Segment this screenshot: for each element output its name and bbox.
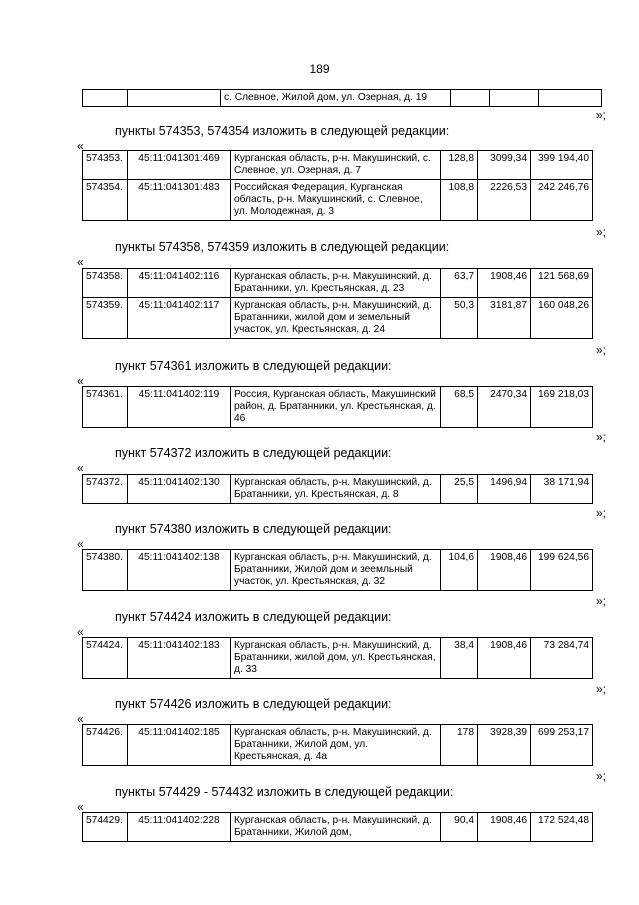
table-row (83, 550, 593, 591)
cell-cadastral: 45:11:041402:130 (128, 475, 231, 504)
cell-num (83, 90, 128, 107)
table-row (83, 475, 593, 504)
instruction-text: пункт 574426 изложить в следующей редакции: (115, 697, 392, 711)
cell-rate: 3099,34 (478, 151, 531, 180)
cell-area: 90,4 (441, 813, 478, 842)
data-table (82, 549, 593, 591)
cell-area: 128,8 (441, 151, 478, 180)
cell-value: 399 194,40 (531, 151, 593, 180)
table-row (83, 638, 593, 679)
table-row (83, 298, 593, 339)
cell-num: 574426. (83, 725, 128, 766)
cell-area: 63,7 (441, 269, 478, 298)
cell-cadastral: 45:11:041402:185 (128, 725, 231, 766)
cell-value: 160 048,26 (531, 298, 593, 339)
cell-cadastral: 45:11:041301:483 (128, 180, 231, 221)
opening-quote: « (77, 537, 84, 551)
closing-quote: »; (596, 225, 607, 239)
cell-rate: 2470,34 (478, 387, 531, 428)
cell-address: Курганская область, р-н. Макушинский, д. Братанники, Жилой дом, (231, 813, 441, 842)
cell-rate (490, 90, 539, 107)
instruction-text: пункты 574429 - 574432 изложить в следующей редакции: (115, 785, 454, 799)
instruction-text: пункт 574361 изложить в следующей редакции: (115, 359, 392, 373)
instruction-text: пункты 574358, 574359 изложить в следующей редакции: (115, 240, 450, 254)
cell-cadastral: 45:11:041402:228 (128, 813, 231, 842)
cell-area: 38,4 (441, 638, 478, 679)
cell-cadastral: 45:11:041402:117 (128, 298, 231, 339)
cell-num: 574353. (83, 151, 128, 180)
table-row (83, 180, 593, 221)
page-number: 189 (309, 62, 330, 76)
cell-num: 574359. (83, 298, 128, 339)
closing-quote: »; (596, 430, 607, 444)
cell-rate: 1496,94 (478, 475, 531, 504)
data-table (82, 150, 593, 221)
cell-cadastral: 45:11:041402:119 (128, 387, 231, 428)
data-table (82, 812, 593, 842)
cell-value: 242 246,76 (531, 180, 593, 221)
table-row (83, 387, 593, 428)
cell-address: Россия, Курганская область, Макушинский район, д. Братанники, ул. Крестьянская, д. 46 (231, 387, 441, 428)
instruction-text: пункт 574424 изложить в следующей редакции: (115, 610, 392, 624)
cell-address: Курганская область, р-н. Макушинский, д. Братанники, жилой дом, ул. Крестьянская, д. 33 (231, 638, 441, 679)
opening-quote: « (77, 255, 84, 269)
closing-quote: »; (596, 594, 607, 608)
table-row (83, 725, 593, 766)
cell-num: 574372. (83, 475, 128, 504)
cell-rate: 1908,46 (478, 269, 531, 298)
cell-value: 172 524,48 (531, 813, 593, 842)
table-row (83, 151, 593, 180)
cell-area: 50,3 (441, 298, 478, 339)
cell-area: 178 (441, 725, 478, 766)
closing-quote: »; (596, 682, 607, 696)
cell-num: 574358. (83, 269, 128, 298)
opening-quote: « (77, 712, 84, 726)
cell-area: 68,5 (441, 387, 478, 428)
cell-address: Курганская область, р-н. Макушинский, д. Братанники, Жилой дом, ул. Крестьянская, д. 4а (231, 725, 441, 766)
cell-rate: 1908,46 (478, 550, 531, 591)
cell-value (539, 90, 602, 107)
closing-quote: »; (596, 108, 607, 122)
cell-address: Курганская область, р-н. Макушинский, с. Слевное, ул. Озерная, д. 7 (231, 151, 441, 180)
cell-value: 699 253,17 (531, 725, 593, 766)
cell-cadastral: 45:11:041402:183 (128, 638, 231, 679)
cell-rate: 1908,46 (478, 638, 531, 679)
data-table (82, 724, 593, 766)
data-table (82, 474, 593, 504)
cell-num: 574424. (83, 638, 128, 679)
table-row (83, 269, 593, 298)
table-row (83, 813, 593, 842)
instruction-text: пункты 574353, 574354 изложить в следующей редакции: (115, 124, 450, 138)
cell-value: 199 624,56 (531, 550, 593, 591)
cell-value: 73 284,74 (531, 638, 593, 679)
opening-quote: « (77, 139, 84, 153)
closing-quote: »; (596, 343, 607, 357)
instruction-text: пункт 574372 изложить в следующей редакции: (115, 446, 392, 460)
cell-address: Курганская область, р-н. Макушинский, д. Братанники, ул. Крестьянская, д. 8 (231, 475, 441, 504)
cell-cadastral: 45:11:041301:469 (128, 151, 231, 180)
cell-num: 574429. (83, 813, 128, 842)
instruction-text: пункт 574380 изложить в следующей редакции: (115, 522, 392, 536)
table-row (83, 90, 602, 107)
cell-value: 169 218,03 (531, 387, 593, 428)
cell-cadastral: 45:11:041402:138 (128, 550, 231, 591)
cell-address: с. Слевное, Жилой дом, ул. Озерная, д. 19 (221, 90, 451, 107)
continuation-table (82, 89, 602, 107)
cell-value: 38 171,94 (531, 475, 593, 504)
cell-address: Курганская область, р-н. Макушинский, д. Братанники, ул. Крестьянская, д. 23 (231, 269, 441, 298)
cell-address: Курганская область, р-н. Макушинский, д. Братанники, Жилой дом и зеемльный участок, ул. Крестьянская, д. 32 (231, 550, 441, 591)
cell-rate: 3928,39 (478, 725, 531, 766)
cell-num: 574380. (83, 550, 128, 591)
cell-area: 104,6 (441, 550, 478, 591)
opening-quote: « (77, 800, 84, 814)
opening-quote: « (77, 625, 84, 639)
cell-cadastral (128, 90, 221, 107)
cell-rate: 3181,87 (478, 298, 531, 339)
data-table (82, 268, 593, 339)
cell-num: 574361. (83, 387, 128, 428)
data-table (82, 637, 593, 679)
opening-quote: « (77, 374, 84, 388)
closing-quote: »; (596, 769, 607, 783)
opening-quote: « (77, 461, 84, 475)
cell-cadastral: 45:11:041402:116 (128, 269, 231, 298)
cell-area: 25,5 (441, 475, 478, 504)
closing-quote: »; (596, 506, 607, 520)
cell-area: 108,8 (441, 180, 478, 221)
cell-area (451, 90, 490, 107)
cell-value: 121 568,69 (531, 269, 593, 298)
cell-rate: 1908,46 (478, 813, 531, 842)
cell-address: Российская Федерация, Курганская область, р-н. Макушинский, с. Слевное, ул. Молодежная, д. 3 (231, 180, 441, 221)
cell-num: 574354. (83, 180, 128, 221)
cell-address: Курганская область, р-н. Макушинский, д. Братанники, жилой дом и земельный участок, ул. Крестьянская, д. 24 (231, 298, 441, 339)
data-table (82, 386, 593, 428)
cell-rate: 2226,53 (478, 180, 531, 221)
